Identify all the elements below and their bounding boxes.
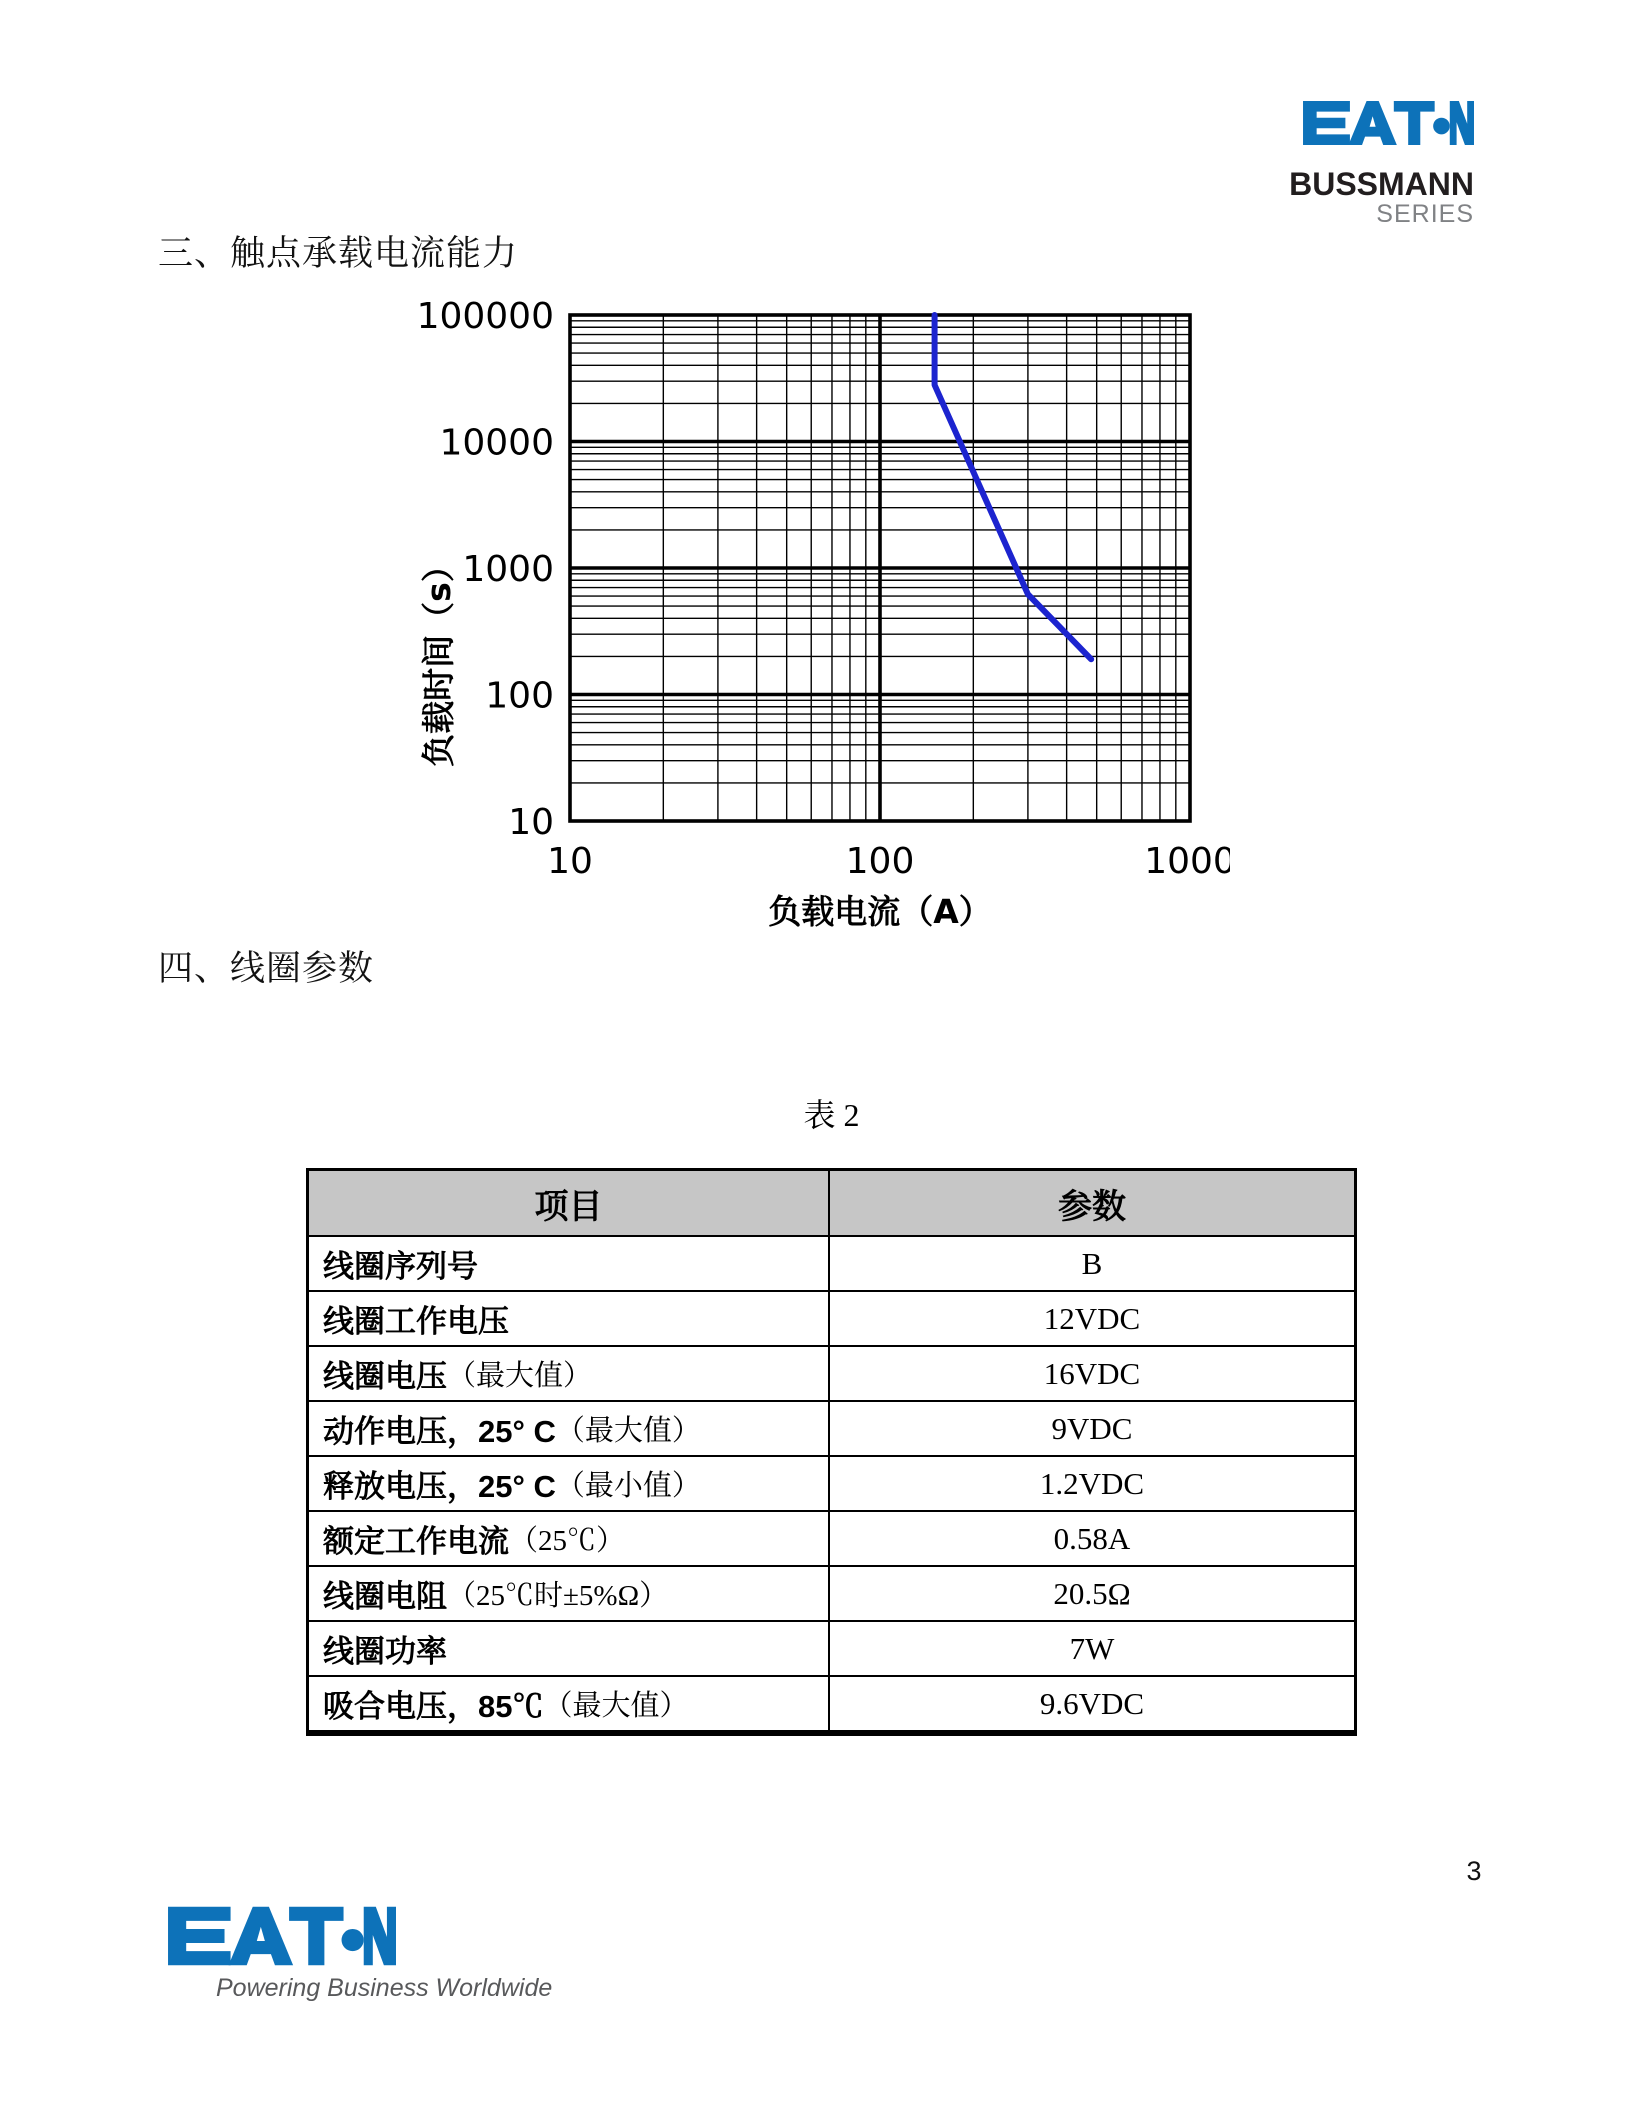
item-value: 16VDC: [828, 1347, 1354, 1400]
table-caption: 表 2: [803, 1097, 860, 1133]
item-cell: [309, 1347, 828, 1400]
item-value: 9VDC: [828, 1402, 1354, 1455]
load-time-vs-load-current-plot: [370, 300, 1230, 960]
item-label: 释放电压，25° C: [323, 1469, 556, 1504]
item-note: （最大值）: [555, 1415, 701, 1447]
item-value: 7W: [828, 1622, 1354, 1675]
item-label: 线圈工作电压: [323, 1304, 509, 1339]
item-value: 0.58A: [828, 1512, 1354, 1565]
x-tick-label: 100: [845, 841, 915, 882]
table-row: [309, 1675, 1354, 1730]
item-cell: [309, 1457, 828, 1510]
bussmann-wordmark: BUSSMANN: [1289, 166, 1474, 202]
load-current-chart: [370, 300, 1230, 960]
coil-parameter-table: [306, 1168, 1357, 1736]
table-row: [309, 1290, 1354, 1345]
item-note: （最大值）: [543, 1690, 689, 1722]
y-tick-label: 100: [485, 675, 554, 717]
item-cell: [309, 1567, 828, 1620]
table-row: [309, 1400, 1354, 1455]
table-header-item: 项目: [534, 1187, 603, 1226]
table-row: [309, 1235, 1354, 1290]
item-value: B: [828, 1237, 1354, 1290]
x-axis-title: 负载电流（A）: [768, 892, 992, 931]
section-heading-contact-capacity: 三、触点承载电流能力: [158, 234, 519, 273]
item-label: 额定工作电流: [323, 1524, 509, 1559]
item-label: 线圈功率: [323, 1634, 447, 1669]
item-cell: [309, 1402, 828, 1455]
item-cell: [309, 1677, 828, 1730]
y-axis-title: 负载时间（s）: [419, 549, 458, 767]
section-heading-coil-params: 四、线圈参数: [158, 949, 375, 988]
x-tick-label: 10: [547, 841, 593, 882]
page-number: 3: [1466, 1856, 1482, 1886]
x-tick-label: 1000: [1144, 841, 1230, 882]
table-row: [309, 1565, 1354, 1620]
table-header-value: 参数: [828, 1171, 1354, 1235]
table-row: [309, 1345, 1354, 1400]
item-note: （25℃）: [509, 1525, 626, 1557]
data-curve-contact-current-carrying-capacity: [935, 315, 1092, 659]
item-label: 线圈电压: [323, 1359, 447, 1394]
item-cell: [309, 1622, 828, 1675]
table-header-row: [309, 1171, 1354, 1235]
table-row: [309, 1620, 1354, 1675]
y-tick-label: 10000: [439, 422, 554, 464]
item-label: 线圈电阻: [323, 1579, 447, 1614]
item-cell: [309, 1512, 828, 1565]
item-value: 1.2VDC: [828, 1457, 1354, 1510]
item-value: 12VDC: [828, 1292, 1354, 1345]
eaton-logo: [164, 1902, 396, 1970]
table-row: [309, 1455, 1354, 1510]
item-label: 吸合电压，85℃: [323, 1689, 544, 1724]
y-tick-label: 100000: [416, 300, 554, 337]
y-tick-label: 1000: [462, 549, 554, 590]
eaton-logo: [1300, 96, 1474, 150]
eaton-tagline: Powering Business Worldwide: [216, 1974, 553, 2002]
y-tick-label: 10: [508, 802, 554, 843]
item-cell: [309, 1237, 828, 1290]
series-wordmark: SERIES: [1376, 200, 1474, 228]
item-note: （最小值）: [555, 1470, 701, 1502]
item-value: 9.6VDC: [828, 1677, 1354, 1730]
item-note: （25℃时±5%Ω）: [447, 1580, 669, 1612]
item-cell: [309, 1292, 828, 1345]
table-row: [309, 1510, 1354, 1565]
item-value: 20.5Ω: [828, 1567, 1354, 1620]
table-body: [309, 1235, 1354, 1730]
item-note: （最大值）: [447, 1360, 593, 1392]
item-label: 线圈序列号: [323, 1249, 478, 1284]
item-label: 动作电压，25° C: [323, 1414, 556, 1449]
